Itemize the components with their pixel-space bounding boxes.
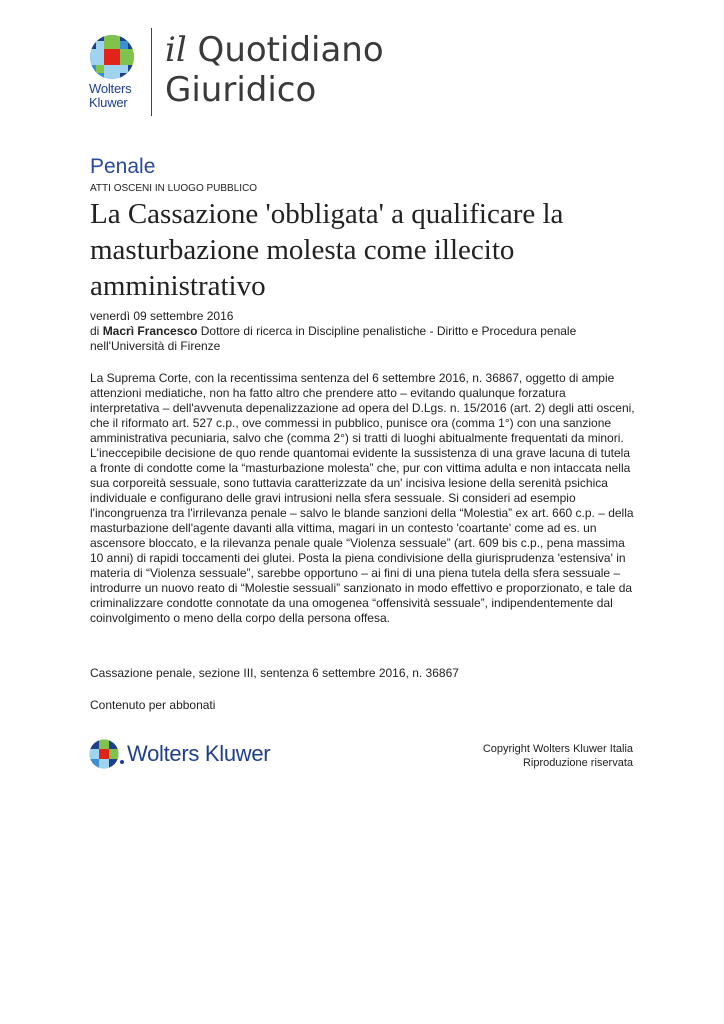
masthead-divider bbox=[151, 28, 152, 116]
author-name: Macrì Francesco bbox=[102, 324, 198, 338]
copyright-notice bbox=[483, 742, 633, 770]
author-role: Dottore di ricerca in Discipline penalistiche - Diritto e Procedura penale nell'Università di Firenze bbox=[90, 324, 577, 353]
article-body: La Suprema Corte, con la recentissima sentenza del 6 settembre 2016, n. 36867, oggetto di ampie attenzioni mediatiche, non ha fatto altro che prendere atto – evitando qualunque forzatura interpretativa – dell'avvenuta depenalizzazione ad opera del D.Lgs. n. 15/2016 (art. 2) degli atti osceni, che il riformato art. 527 c.p., ove commessi in pubblico, punisce ora (comma 1°) con una sanzione amministrativa pecuniaria, salvo che (comma 2°) si tratti di luoghi abitualmente frequentati da minori. L'ineccepibile decisione de quo rende quantomai evidente la sussistenza di una grave lacuna di tutela a fronte di condotte come la “masturbazione molesta” che, pur con vittima adulta e non intaccata nella sua corporeità sessuale, sono tuttavia caratterizzate da un' incisiva lesione della serenità psichica individuale e configurano delle gravi intrusioni nella sfera sessuale. Si consideri ad esempio l'incongruenza tra l'irrilevanza penale – salvo le blande sanzioni della “Molestia” ex art. 660 c.p. – della masturbazione dell'agente davanti alla vittima, magari in un contesto 'coartante' come ad es. un ascensore bloccato, e la rilevanza penale quale “Violenza sessuale” (art. 609 bis c.p., pena massima 10 anni) di rapidi toccamenti dei glutei. Posta la piena condivisione della giurisprudenza 'estensiva' in materia di “Violenza sessuale”, sarebbe opportuno – ai fini di una piena tutela della sfera sessuale – introdurre un nuovo reato di “Molestie sessuali” sanzionato in modo effettivo e proporzionato, e tale da criminalizzare condotte connotate da una omogenea “offensività sessuale”, indipendentemente dal coinvolgimento o meno della corpo della persona offesa. bbox=[90, 371, 635, 625]
article-kicker: ATTI OSCENI IN LUOGO PUBBLICO bbox=[90, 183, 258, 194]
publication-title-italic: il bbox=[165, 30, 187, 70]
brand-line-2: Kluwer bbox=[89, 95, 128, 110]
masthead bbox=[89, 26, 449, 118]
subscribers-note: Contenuto per abbonati bbox=[90, 698, 216, 712]
publication-title-line-1: Quotidiano bbox=[186, 30, 384, 70]
footer-logo bbox=[89, 738, 289, 772]
publication-title-line-2: Giuridico bbox=[165, 70, 317, 110]
copyright-line-2: Riproduzione riservata bbox=[522, 757, 633, 769]
article-meta bbox=[90, 309, 635, 354]
article-byline bbox=[90, 324, 635, 354]
wolters-kluwer-globe-icon bbox=[89, 34, 135, 80]
article-date: venerdì 09 settembre 2016 bbox=[90, 309, 234, 323]
copyright-line-1: Copyright Wolters Kluwer Italia bbox=[482, 743, 633, 755]
wolters-kluwer-globe-icon bbox=[89, 739, 119, 769]
byline-prefix: di bbox=[90, 324, 100, 338]
article-citation: Cassazione penale, sezione III, sentenza 6 settembre 2016, n. 36867 bbox=[90, 666, 459, 680]
article-headline: La Cassazione 'obbligata' a qualificare la masturbazione molesta come illecito amministrativo bbox=[90, 198, 564, 302]
brand-line-1: Wolters bbox=[89, 81, 132, 96]
footer-brand: Wolters Kluwer bbox=[127, 741, 271, 766]
brand-wordmark bbox=[89, 82, 131, 110]
section-label: Penale bbox=[90, 155, 156, 178]
registered-dot bbox=[120, 760, 124, 764]
publication-title bbox=[165, 30, 384, 110]
